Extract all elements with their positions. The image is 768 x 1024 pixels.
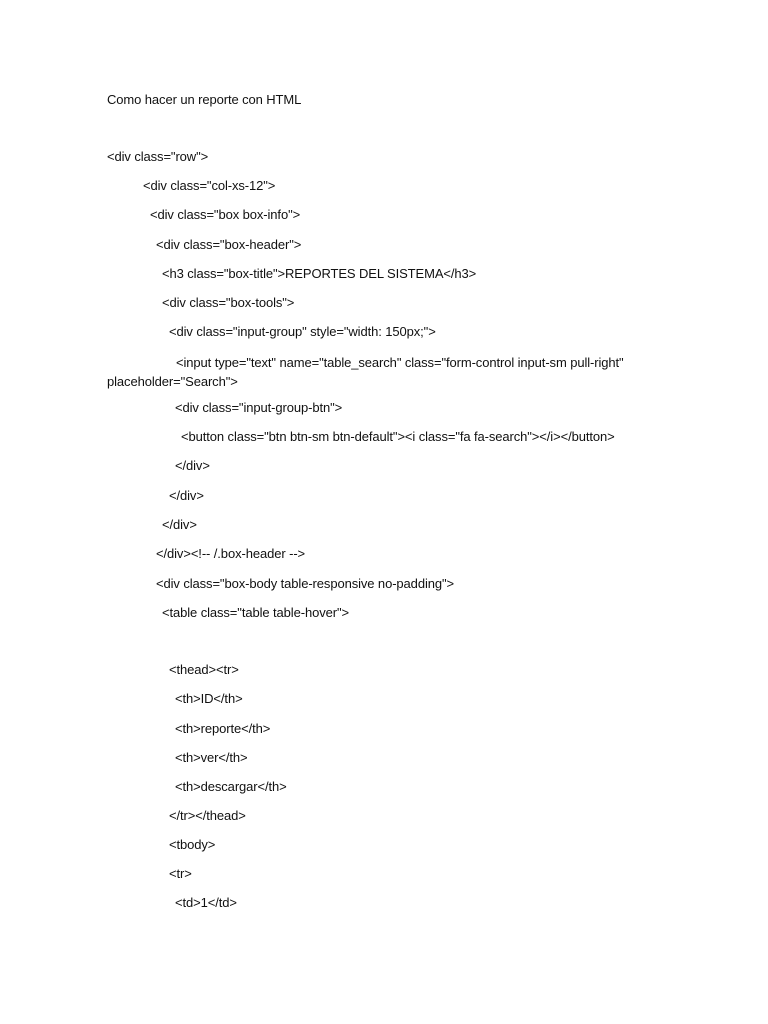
code-line-tbody: <tbody> — [169, 837, 216, 852]
code-line-table: <table class="table table-hover"> — [162, 605, 349, 620]
code-line-close-div-3: </div> — [162, 517, 197, 532]
code-line-box-header: <div class="box-header"> — [156, 237, 302, 252]
code-line-th-descargar: <th>descargar</th> — [175, 779, 287, 794]
code-line-box: <div class="box box-info"> — [150, 207, 301, 222]
code-line-thead: <thead><tr> — [169, 662, 239, 677]
code-line-tr: <tr> — [169, 866, 192, 881]
code-line-h3: <h3 class="box-title">REPORTES DEL SISTEMA</h3> — [162, 266, 477, 281]
code-line-input-group: <div class="input-group" style="width: 150px;"> — [169, 324, 436, 339]
code-line-input-wrapped — [107, 353, 667, 391]
code-line-row: <div class="row"> — [107, 149, 209, 164]
code-line-close-div-2: </div> — [169, 488, 204, 503]
code-line-th-ver: <th>ver</th> — [175, 750, 248, 765]
code-line-box-tools: <div class="box-tools"> — [162, 295, 295, 310]
code-line-input: <input type="text" name="table_search" class="form-control input-sm pull-right" placeholder="Search"> — [107, 355, 624, 389]
document-title: Como hacer un reporte con HTML — [107, 92, 302, 107]
code-line-close-box-header: </div><!-- /.box-header --> — [156, 546, 306, 561]
code-line-col: <div class="col-xs-12"> — [143, 178, 276, 193]
code-line-th-id: <th>ID</th> — [175, 691, 243, 706]
code-line-box-body: <div class="box-body table-responsive no-padding"> — [156, 576, 454, 591]
code-line-td-1: <td>1</td> — [175, 895, 237, 910]
code-line-close-div-1: </div> — [175, 458, 210, 473]
code-line-button: <button class="btn btn-sm btn-default"><i class="fa fa-search"></i></button> — [181, 429, 615, 444]
code-line-input-group-btn: <div class="input-group-btn"> — [175, 400, 343, 415]
code-line-close-thead: </tr></thead> — [169, 808, 246, 823]
code-line-th-reporte: <th>reporte</th> — [175, 721, 271, 736]
